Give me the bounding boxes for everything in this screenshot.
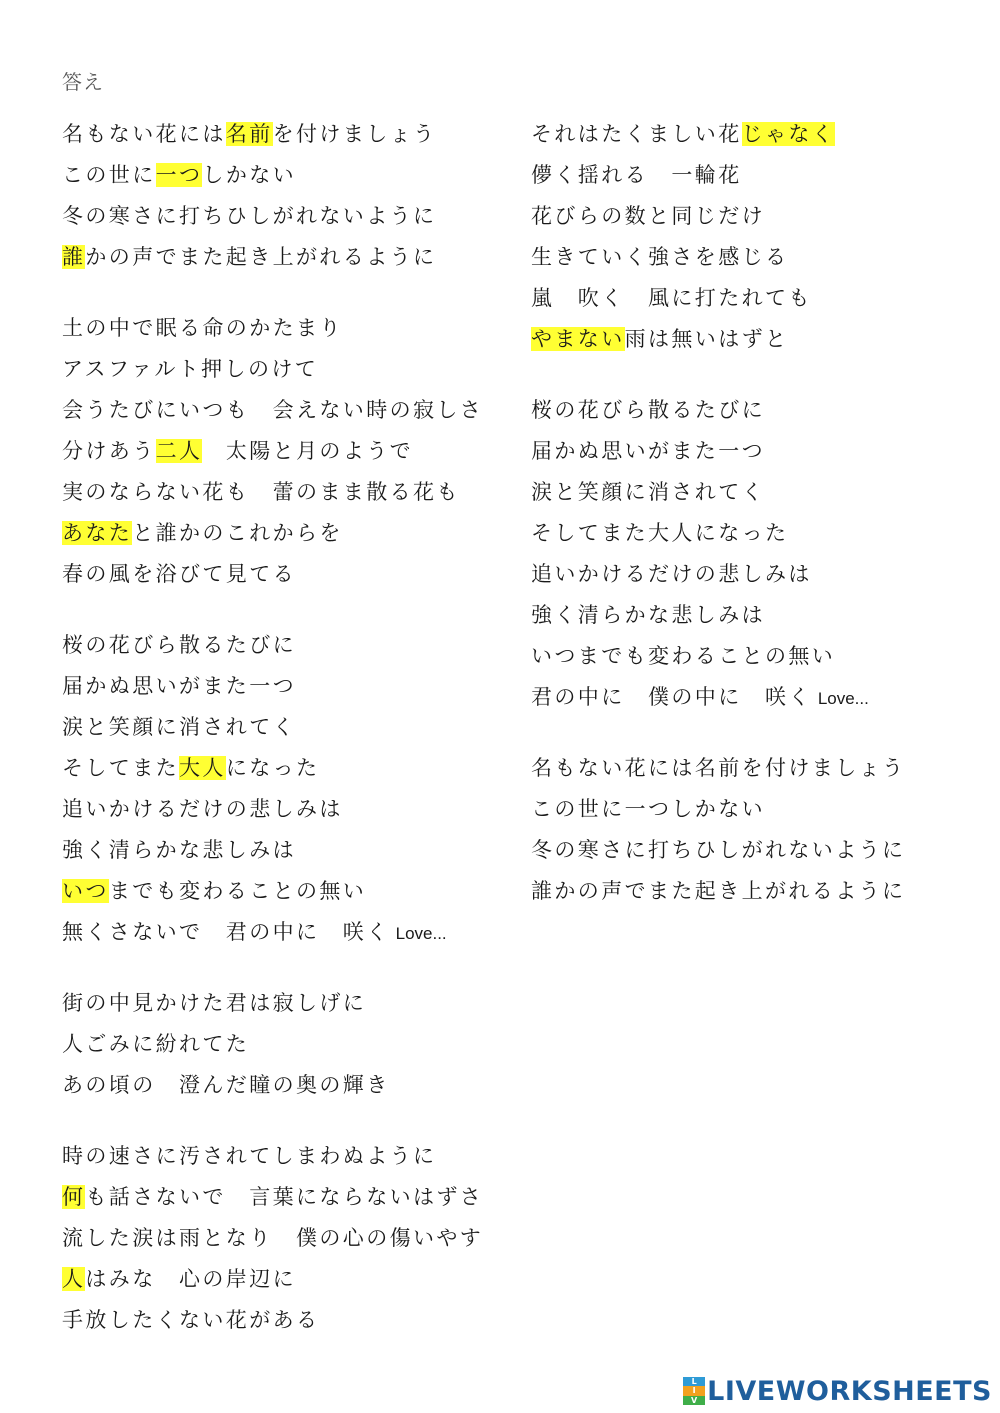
lyric-text: 届かぬ思いがまた一つ bbox=[62, 674, 296, 698]
lyric-line bbox=[62, 390, 502, 431]
answer-highlight: 誰 bbox=[62, 245, 86, 269]
lyric-line bbox=[62, 912, 502, 953]
lyric-line bbox=[62, 513, 502, 554]
lyrics-column-right bbox=[531, 114, 971, 942]
lyric-line bbox=[62, 983, 502, 1024]
lyric-text: 生きていく強さを感じる bbox=[531, 245, 789, 269]
lyric-line bbox=[62, 554, 502, 595]
love-text: Love... bbox=[395, 924, 447, 943]
lyric-line bbox=[62, 308, 502, 349]
lyric-text: 冬の寒さに打ちひしがれないように bbox=[62, 204, 437, 228]
lyric-line bbox=[531, 390, 971, 431]
lyric-line bbox=[62, 1218, 502, 1259]
lyric-line bbox=[62, 789, 502, 830]
lyric-line bbox=[531, 871, 971, 912]
lyric-text: あの頃の 澄んだ瞳の奥の輝き bbox=[62, 1073, 390, 1097]
lyrics-stanza bbox=[62, 625, 502, 953]
lyric-text: 涙と笑顔に消されてく bbox=[531, 480, 765, 504]
lyric-text: アスファルト押しのけて bbox=[62, 357, 319, 381]
lyric-text: 君の中に 僕の中に 咲く bbox=[531, 685, 812, 709]
lyric-line bbox=[531, 789, 971, 830]
lyric-text: 嵐 吹く 風に打たれても bbox=[531, 286, 812, 310]
lyric-text: 強く清らかな悲しみは bbox=[531, 603, 765, 627]
lyric-text: も話さないで 言葉にならないはずさ bbox=[85, 1185, 484, 1209]
lyric-line bbox=[62, 114, 502, 155]
answer-highlight: 二人 bbox=[155, 439, 203, 463]
lyric-text: はみな 心の岸辺に bbox=[85, 1267, 297, 1291]
lyric-text: と誰かのこれからを bbox=[132, 521, 343, 545]
lyric-text: 強く清らかな悲しみは bbox=[62, 838, 296, 862]
answer-highlight: あなた bbox=[62, 521, 133, 545]
lyric-text: までも変わることの無い bbox=[108, 879, 367, 903]
lyric-line bbox=[62, 1259, 502, 1300]
lyric-text: 誰かの声でまた起き上がれるように bbox=[531, 879, 906, 903]
lyrics-stanza bbox=[62, 1136, 502, 1341]
answer-heading: 答え bbox=[62, 70, 104, 94]
lyric-text: そしてまた大人になった bbox=[531, 521, 789, 545]
lyrics-stanza bbox=[531, 748, 971, 912]
lyric-line bbox=[531, 472, 971, 513]
lyric-text: それはたくましい花 bbox=[531, 122, 742, 146]
lyric-line bbox=[62, 1177, 502, 1218]
lyric-text: 名もない花には bbox=[62, 122, 226, 146]
lyric-line bbox=[62, 871, 502, 912]
liveworksheets-logo[interactable] bbox=[683, 1375, 992, 1407]
lyric-line bbox=[531, 155, 971, 196]
lyric-line bbox=[62, 1065, 502, 1106]
lyric-text: 雨は無いはずと bbox=[624, 327, 789, 351]
lyrics-stanza bbox=[531, 390, 971, 718]
lyric-line bbox=[62, 1136, 502, 1177]
lyric-line bbox=[531, 114, 971, 155]
lyric-text: かの声でまた起き上がれるように bbox=[85, 245, 437, 269]
answer-highlight: いつ bbox=[62, 879, 109, 903]
lyric-line bbox=[531, 636, 971, 677]
answer-highlight: 人 bbox=[62, 1267, 86, 1291]
lyric-line bbox=[62, 707, 502, 748]
lyric-line bbox=[62, 748, 502, 789]
answer-highlight: 名前 bbox=[225, 122, 273, 146]
lyric-text: 花びらの数と同じだけ bbox=[531, 204, 765, 228]
lyric-text: いつまでも変わることの無い bbox=[531, 644, 836, 668]
answer-highlight: やまない bbox=[531, 327, 625, 351]
logo-badge-letter: L bbox=[683, 1377, 705, 1386]
lyric-line bbox=[531, 748, 971, 789]
lyric-line bbox=[62, 155, 502, 196]
lyric-line bbox=[531, 677, 971, 718]
lyric-line bbox=[531, 830, 971, 871]
lyrics-stanza bbox=[62, 983, 502, 1106]
lyric-text: 手放したくない花がある bbox=[62, 1308, 320, 1332]
lyric-text: 桜の花びら散るたびに bbox=[531, 398, 765, 422]
lyric-text: 桜の花びら散るたびに bbox=[62, 633, 296, 657]
lyric-text: 分けあう bbox=[62, 439, 156, 463]
lyric-line bbox=[531, 431, 971, 472]
lyric-line bbox=[62, 625, 502, 666]
logo-text: LIVEWORKSHEETS bbox=[707, 1375, 992, 1407]
lyric-line bbox=[62, 431, 502, 472]
lyric-text: 春の風を浴びて見てる bbox=[62, 562, 296, 586]
lyric-line bbox=[531, 278, 971, 319]
lyric-text: 土の中で眠る命のかたまり bbox=[62, 316, 343, 340]
lyric-line bbox=[531, 237, 971, 278]
lyric-text: 追いかけるだけの悲しみは bbox=[62, 797, 343, 821]
answer-highlight: 何 bbox=[62, 1185, 86, 1209]
lyric-text: 街の中見かけた君は寂しげに bbox=[62, 991, 367, 1015]
lyric-text: 涙と笑顔に消されてく bbox=[62, 715, 296, 739]
logo-badge-icon bbox=[683, 1377, 705, 1405]
lyrics-stanza bbox=[531, 114, 971, 360]
love-text: Love... bbox=[817, 689, 869, 708]
lyric-line bbox=[62, 666, 502, 707]
lyric-line bbox=[62, 349, 502, 390]
lyric-text: 流した涙は雨となり 僕の心の傷いやす bbox=[62, 1226, 484, 1250]
lyric-line bbox=[531, 196, 971, 237]
lyric-text: 太陽と月のようで bbox=[202, 439, 414, 463]
lyrics-stanza bbox=[62, 114, 502, 278]
lyric-text: そしてまた bbox=[62, 756, 179, 780]
answer-highlight: 一つ bbox=[155, 163, 203, 187]
logo-badge-letter: I bbox=[683, 1386, 705, 1395]
lyric-text: になった bbox=[225, 756, 320, 780]
lyrics-stanza bbox=[62, 308, 502, 595]
lyric-line bbox=[62, 830, 502, 871]
lyric-line bbox=[62, 196, 502, 237]
lyric-text: この世に一つしかない bbox=[531, 797, 765, 821]
lyric-line bbox=[62, 1024, 502, 1065]
answer-highlight: 大人 bbox=[179, 756, 226, 780]
lyric-line bbox=[62, 237, 502, 278]
lyric-text: 冬の寒さに打ちひしがれないように bbox=[531, 838, 906, 862]
lyric-text: この世に bbox=[62, 163, 156, 187]
lyric-line bbox=[531, 319, 971, 360]
lyric-text: しかない bbox=[202, 163, 297, 187]
answer-highlight: じゃなく bbox=[741, 122, 836, 146]
lyrics-column-left bbox=[62, 114, 502, 1371]
lyric-line bbox=[531, 513, 971, 554]
lyric-line bbox=[62, 472, 502, 513]
lyric-text: 名もない花には名前を付けましょう bbox=[531, 756, 906, 780]
lyric-line bbox=[62, 1300, 502, 1341]
lyric-text: 届かぬ思いがまた一つ bbox=[531, 439, 765, 463]
lyric-text: 時の速さに汚されてしまわぬように bbox=[62, 1144, 437, 1168]
lyric-text: 実のならない花も 蕾のまま散る花も bbox=[62, 480, 460, 504]
lyric-text: 人ごみに紛れてた bbox=[62, 1032, 250, 1056]
lyric-text: 儚く揺れる 一輪花 bbox=[531, 163, 742, 187]
lyric-line bbox=[531, 554, 971, 595]
lyric-text: 無くさないで 君の中に 咲く bbox=[62, 920, 390, 944]
lyric-text: を付けましょう bbox=[272, 122, 437, 146]
lyric-line bbox=[531, 595, 971, 636]
logo-badge-letter: V bbox=[683, 1396, 705, 1405]
lyric-text: 追いかけるだけの悲しみは bbox=[531, 562, 812, 586]
lyric-text: 会うたびにいつも 会えない時の寂しさ bbox=[62, 398, 484, 422]
